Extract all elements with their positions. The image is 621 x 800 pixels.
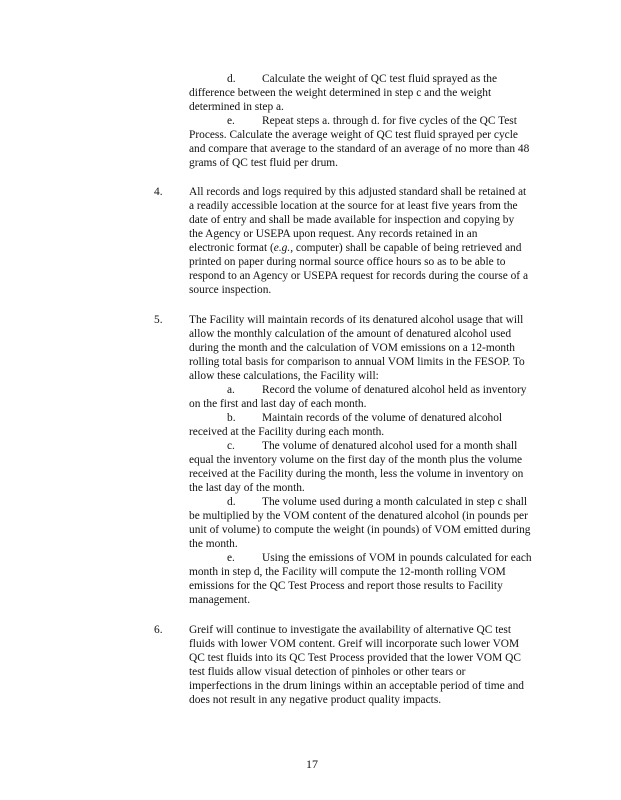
item-6-line: fluids with lower VOM content. Greif will incorporate such lower VOM xyxy=(189,638,520,650)
item-6-number: 6. xyxy=(154,624,163,636)
item-5c-label: c. xyxy=(227,440,235,452)
item-4-line-electronic xyxy=(189,241,521,255)
item-5e-label: e. xyxy=(227,552,235,564)
item-4-line-em: e.g., xyxy=(273,242,294,254)
item-5c-line: The volume of denatured alcohol used for a month shall xyxy=(262,440,518,452)
item-5d-line: unit of volume) to compute the weight (in pounds) of VOM emitted during xyxy=(189,524,531,536)
item-5e-line: emissions for the QC Test Process and report those results to Facility xyxy=(189,580,503,592)
item-5-line: allow these calculations, the Facility will: xyxy=(189,370,379,382)
item-5c-line: received at the Facility during the month, less the volume in inventory on xyxy=(189,468,524,480)
item-5d-line: The volume used during a month calculated in step c shall xyxy=(262,496,528,508)
item-4-line-pre: electronic format ( xyxy=(189,242,274,254)
item-4-line: respond to an Agency or USEPA request for records during the course of a xyxy=(189,270,529,282)
item-4-line: source inspection. xyxy=(189,284,272,296)
step-d-line: Calculate the weight of QC test fluid sprayed as the xyxy=(262,73,498,85)
item-5b-label: b. xyxy=(227,412,236,424)
step-d-line: difference between the weight determined in step c and the weight xyxy=(189,87,492,99)
item-5e-line: management. xyxy=(189,594,251,606)
item-4-line: printed on paper during normal source office hours so as to be able to xyxy=(189,256,506,268)
item-5-line: The Facility will maintain records of its denatured alcohol usage that will xyxy=(189,314,524,326)
item-5a-label: a. xyxy=(227,384,235,396)
item-5d-line: the month. xyxy=(189,538,238,550)
item-4-line: All records and logs required by this adjusted standard shall be retained at xyxy=(189,186,527,198)
item-5c-line: the last day of the month. xyxy=(189,482,305,494)
item-5b-line: Maintain records of the volume of denatured alcohol xyxy=(262,412,503,424)
step-e-line: Process. Calculate the average weight of QC test fluid sprayed per cycle xyxy=(189,129,518,141)
item-5e-line: month in step d, the Facility will compute the 12-month rolling VOM xyxy=(189,566,506,578)
item-6-line: QC test fluids into its QC Test Process provided that the lower VOM QC xyxy=(189,652,521,664)
item-4-line: the Agency or USEPA upon request. Any records retained in an xyxy=(189,228,478,240)
item-6-line: imperfections in the drum linings within an acceptable period of time and xyxy=(189,680,524,692)
item-6-line: Greif will continue to investigate the availability of alternative QC test xyxy=(189,624,512,636)
item-6-line: test fluids allow visual detection of pinholes or other tears or xyxy=(189,666,466,678)
step-e-line: Repeat steps a. through d. for five cycles of the QC Test xyxy=(262,115,517,127)
item-5e-line: Using the emissions of VOM in pounds calculated for each xyxy=(262,552,532,564)
item-4-line: a readily accessible location at the source for at least five years from the xyxy=(189,200,518,212)
page-number: 17 xyxy=(306,757,318,771)
item-5d-line: be multiplied by the VOM content of the denatured alcohol (in pounds per xyxy=(189,510,528,522)
item-4-number: 4. xyxy=(154,186,163,198)
item-5d-label: d. xyxy=(227,496,236,508)
item-4-line-post: computer) shall be capable of being retrieved and xyxy=(293,242,522,254)
item-5-number: 5. xyxy=(154,314,163,326)
step-e-line: and compare that average to the standard of an average of no more than 48 xyxy=(189,143,530,155)
item-5a-line: Record the volume of denatured alcohol held as inventory xyxy=(262,384,527,396)
step-e-line: grams of QC test fluid per drum. xyxy=(189,157,339,169)
item-5b-line: received at the Facility during each month. xyxy=(189,426,385,438)
step-e-label: e. xyxy=(227,115,235,127)
item-5a-line: on the first and last day of each month. xyxy=(189,398,367,410)
item-6-line: does not result in any negative product quality impacts. xyxy=(189,694,442,706)
item-5-line: during the month and the calculation of VOM emissions on a 12-month xyxy=(189,342,515,354)
step-d-line: determined in step a. xyxy=(189,101,284,113)
item-5-line: rolling total basis for comparison to annual VOM limits in the FESOP. To xyxy=(189,356,525,368)
item-5-line: allow the monthly calculation of the amount of denatured alcohol used xyxy=(189,328,512,340)
item-5c-line: equal the inventory volume on the first day of the month plus the volume xyxy=(189,454,523,466)
item-4-line: date of entry and shall be made available for inspection and copying by xyxy=(189,214,515,226)
step-d-label: d. xyxy=(227,73,236,85)
